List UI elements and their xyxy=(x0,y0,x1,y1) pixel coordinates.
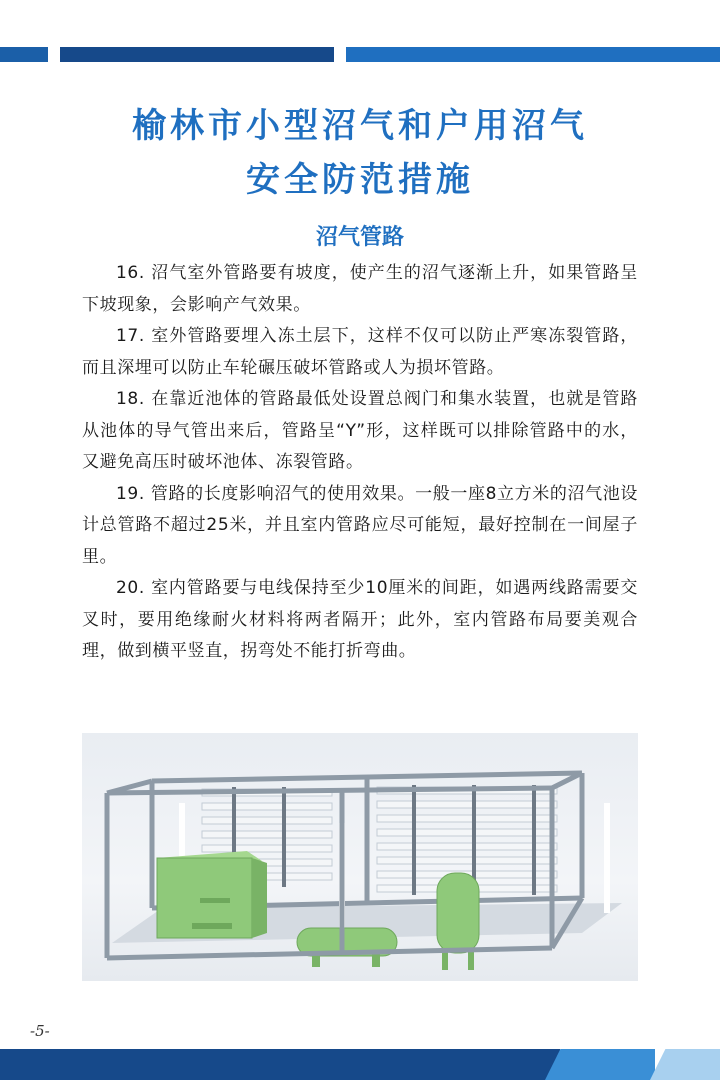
bottom-bar-mid xyxy=(545,1049,655,1080)
paragraph-17: 17. 室外管路要埋入冻土层下，这样不仅可以防止严寒冻裂管路，而且深埋可以防止车轮碾压破坏管路或人为损坏管路。 xyxy=(82,326,638,378)
bottom-bar-dark xyxy=(0,1049,560,1080)
paragraph-18: 18. 在靠近池体的管路最低处设置总阀门和集水装置，也就是管路从池体的导气管出来后，管路呈“Y”形，这样既可以排除管路中的水，又避免高压时破坏池体、冻裂管路。 xyxy=(82,389,638,472)
bottom-bar-light xyxy=(650,1049,720,1080)
paragraph-20: 20. 室内管路要与电线保持至少10厘米的间距，如遇两线路需要交叉时，要用绝缘耐火材料将两者隔开；此外，室内管路布局要美观合理，做到横平竖直，拐弯处不能打折弯曲。 xyxy=(82,578,638,661)
top-bar-segment-left xyxy=(0,47,48,62)
equipment-drawing xyxy=(82,733,638,981)
section-title: 沼气管路 xyxy=(315,225,404,250)
body-text xyxy=(82,258,638,668)
top-bar-segment-middle xyxy=(60,47,334,62)
pipeline-equipment-illustration xyxy=(82,733,638,981)
page-title-line2: 安全防范措施 xyxy=(246,160,474,200)
page-number: -5- xyxy=(30,1022,50,1040)
top-bar-segment-right xyxy=(346,47,720,62)
paragraph-16: 16. 沼气室外管路要有坡度，使产生的沼气逐渐上升，如果管路呈下坡现象，会影响产气效果。 xyxy=(82,263,638,315)
page-title-line1: 榆林市小型沼气和户用沼气 xyxy=(132,106,588,146)
paragraph-19: 19. 管路的长度影响沼气的使用效果。一般一座8立方米的沼气池设计总管路不超过25米，并且室内管路应尽可能短，最好控制在一间屋子里。 xyxy=(82,483,638,567)
